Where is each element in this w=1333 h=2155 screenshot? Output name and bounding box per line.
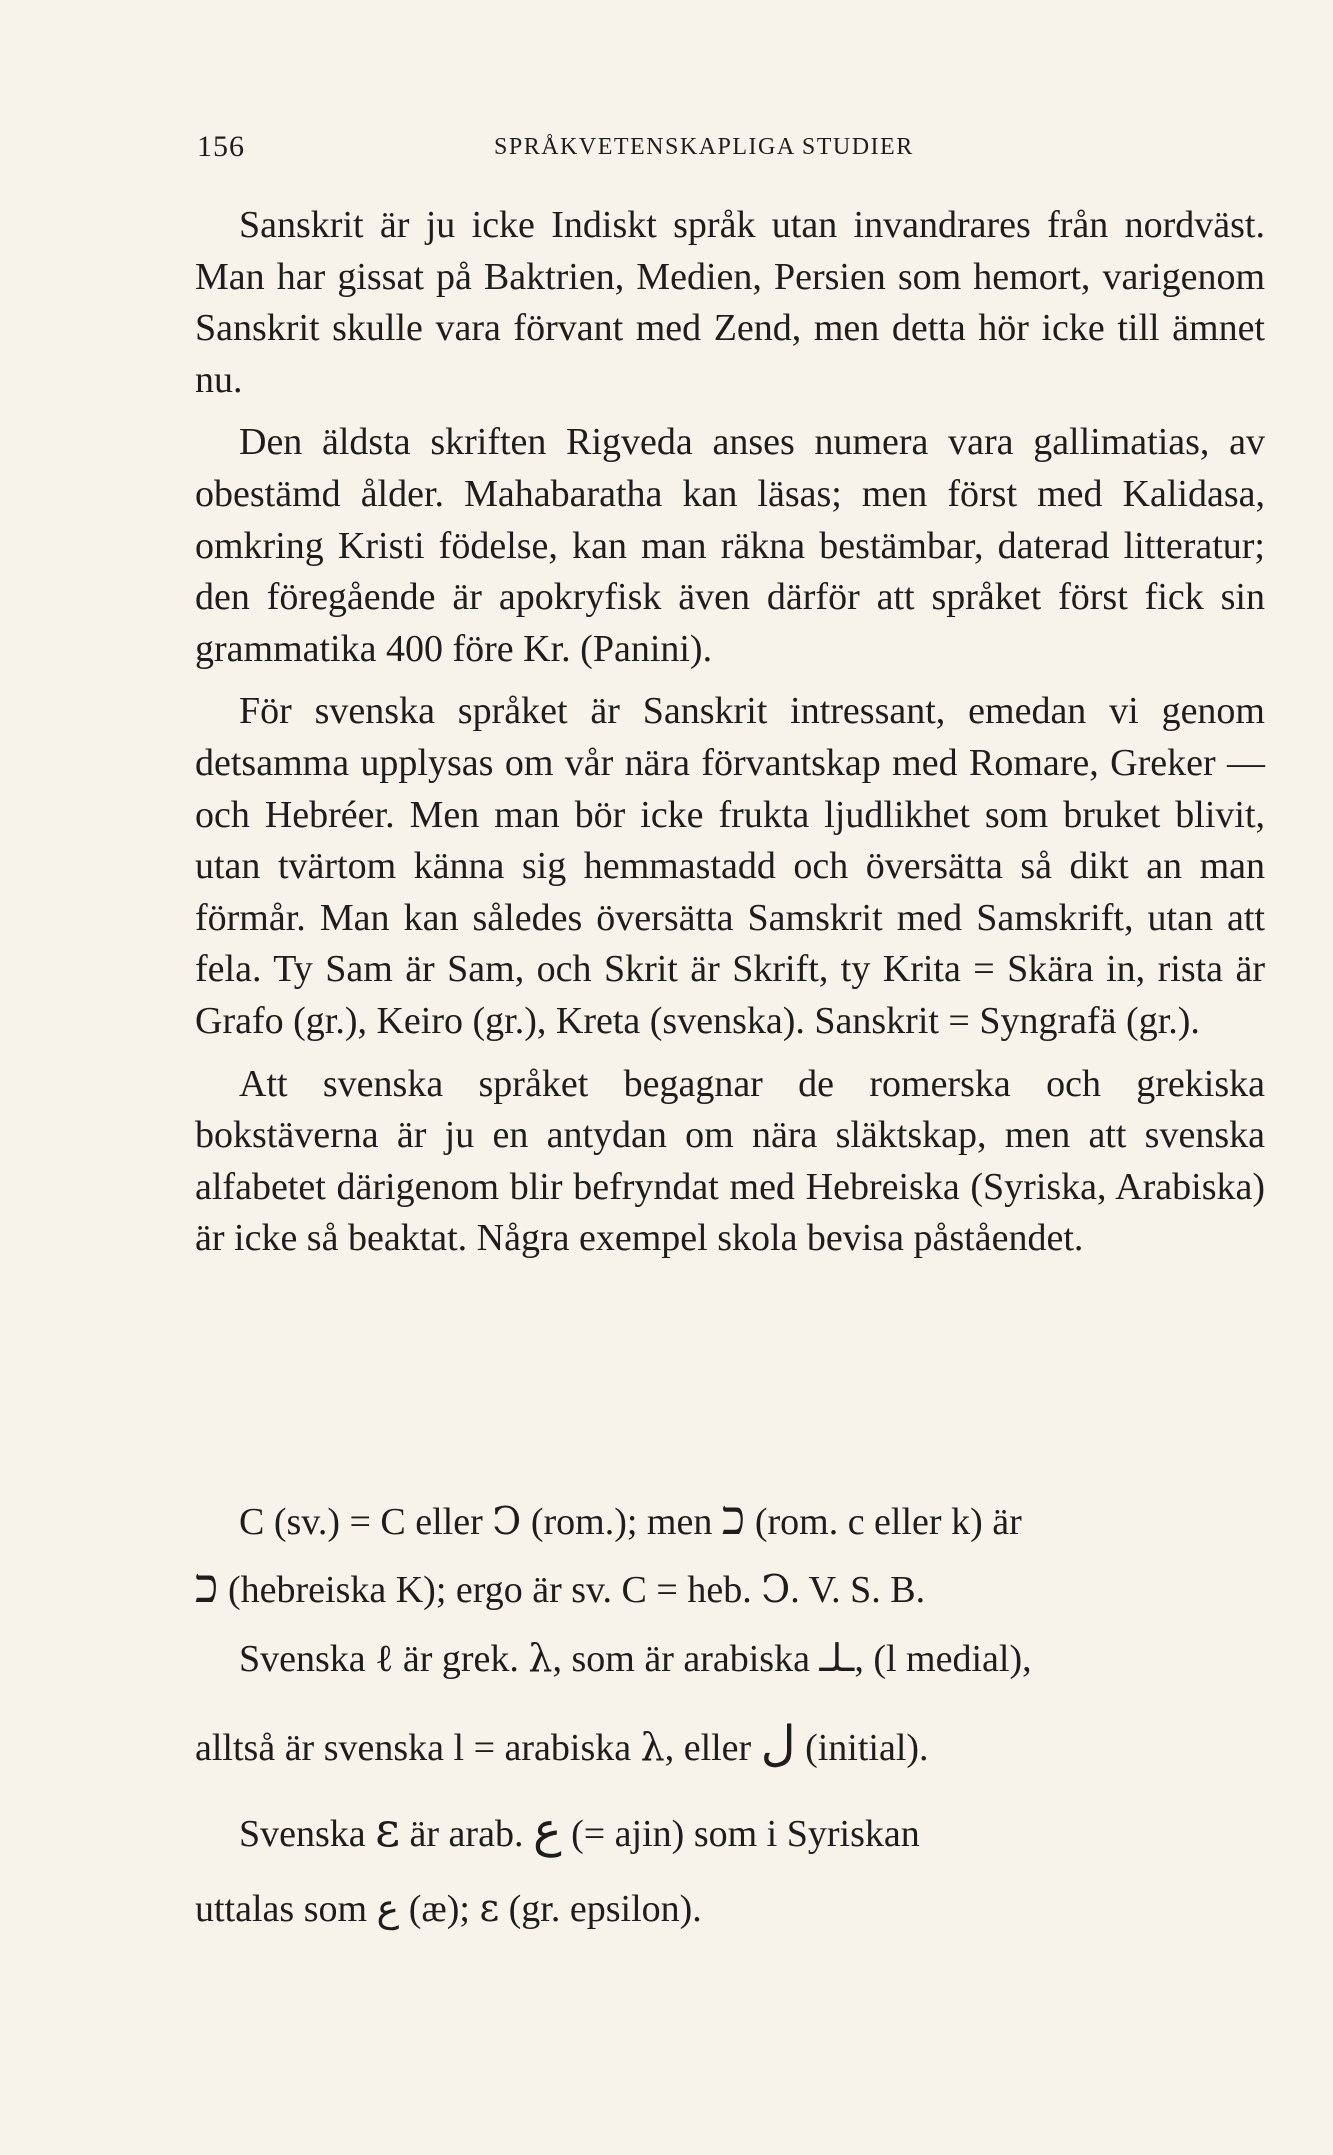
example-text: (rom.); men bbox=[530, 1501, 713, 1543]
example-text: alltså är svenska l = arabiska bbox=[195, 1727, 632, 1769]
page-number: 156 bbox=[197, 130, 245, 163]
example-text: (æ); bbox=[408, 1888, 470, 1930]
paragraph-alphabet: Att svenska språket begagnar de romerska och grekiska bokstäverna är ju en antydan om nära släktskap, men att svenska alfabetet därigenom blir befryndat med Hebreiska (Syriska, Arabiska) är icke så beaktat. Några exempel skola bevisa påståendet. bbox=[195, 1062, 1265, 1260]
body-text bbox=[195, 200, 1265, 1265]
paragraph-sanskrit-origin: Sanskrit är ju icke Indiskt språk utan invandrares från nordväst. Man har gissat på Baktrien, Medien, Persien som hemort, varigenom Sanskrit skulle vara förvant med Zend, men detta hör icke till ämnet nu. bbox=[195, 204, 1265, 401]
script-l-glyph: ℓ bbox=[375, 1636, 394, 1680]
running-head-title: SPRÅKVETENSKAPLIGA STUDIER bbox=[494, 134, 914, 160]
reversed-c-glyph: Ͻ bbox=[492, 1499, 522, 1543]
example-text: uttalas som bbox=[195, 1888, 368, 1930]
arabic-ajin-glyph: ع bbox=[376, 1886, 400, 1930]
example-text: är grek. bbox=[402, 1638, 519, 1680]
example-text: , som är arabiska bbox=[552, 1638, 810, 1680]
example-text: Svenska bbox=[239, 1638, 366, 1680]
example-text: , eller bbox=[664, 1727, 752, 1769]
arabic-ajin-glyph: ع bbox=[532, 1802, 562, 1858]
example-text: C (sv.) = C eller bbox=[239, 1501, 483, 1543]
example-text: (hebreiska K); ergo är sv. C = heb. bbox=[227, 1569, 752, 1611]
example-text: (initial). bbox=[805, 1727, 929, 1769]
arabic-lam-initial-glyph: ل bbox=[760, 1716, 796, 1772]
example-line-arabic-l bbox=[195, 1716, 1265, 1772]
example-line-pronunciation bbox=[195, 1886, 1265, 1931]
greek-lambda-glyph: λ bbox=[528, 1636, 553, 1680]
example-line-ajin bbox=[239, 1802, 1265, 1858]
example-text: (gr. epsilon). bbox=[508, 1888, 702, 1930]
epsilon-glyph: ε bbox=[375, 1802, 401, 1858]
hebrew-kaf-glyph: כ bbox=[721, 1490, 746, 1546]
example-line-l bbox=[239, 1636, 1265, 1681]
reversed-c-glyph: Ͻ bbox=[761, 1567, 791, 1611]
greek-lambda-glyph: λ bbox=[640, 1725, 665, 1769]
running-head bbox=[197, 130, 1261, 170]
epsilon-glyph: ε bbox=[479, 1886, 500, 1930]
example-text: , (l medial), bbox=[854, 1638, 1032, 1680]
arabic-lam-medial-glyph: ـلـ bbox=[819, 1636, 855, 1680]
example-line-kaf bbox=[195, 1558, 1265, 1614]
example-text: (= ajin) som i Syriskan bbox=[571, 1813, 920, 1855]
example-text: är arab. bbox=[409, 1813, 524, 1855]
example-line-c bbox=[239, 1490, 1265, 1546]
example-text: (rom. c eller k) är bbox=[754, 1501, 1022, 1543]
hebrew-kaf-glyph: כ bbox=[195, 1558, 219, 1614]
example-text: . V. S. B. bbox=[790, 1569, 926, 1611]
paragraph-rigveda: Den äldsta skriften Rigveda anses numera vara gallimatias, av obestämd ålder. Mahabaratha kan läsas; men först med Kalidasa, omkring Kristi födelse, kan man räkna bestämbar, daterad litteratur; den föregående är apokryfisk även därför att språket först fick sin grammatika 400 före Kr. (Panini). bbox=[195, 421, 1265, 670]
paragraph-swedish-relation: För svenska språket är Sanskrit intressant, emedan vi genom detsamma upplysas om vår nära förvantskap med Romare, Greker — och Hebréer. Men man bör icke frukta ljudlikhet som bruket blivit, utan tvärtom känna sig hemmastadd och översätta så dikt an man förmår. Man kan således översätta Samskrit med Samskrift, utan att fela. Ty Sam är Sam, och Skrit är Skrift, ty Krita = Skära in, rista är Grafo (gr.), Keiro (gr.), Kreta (svenska). Sanskrit = Syngrafä (gr.). bbox=[195, 690, 1265, 1042]
example-text: Svenska bbox=[239, 1813, 366, 1855]
